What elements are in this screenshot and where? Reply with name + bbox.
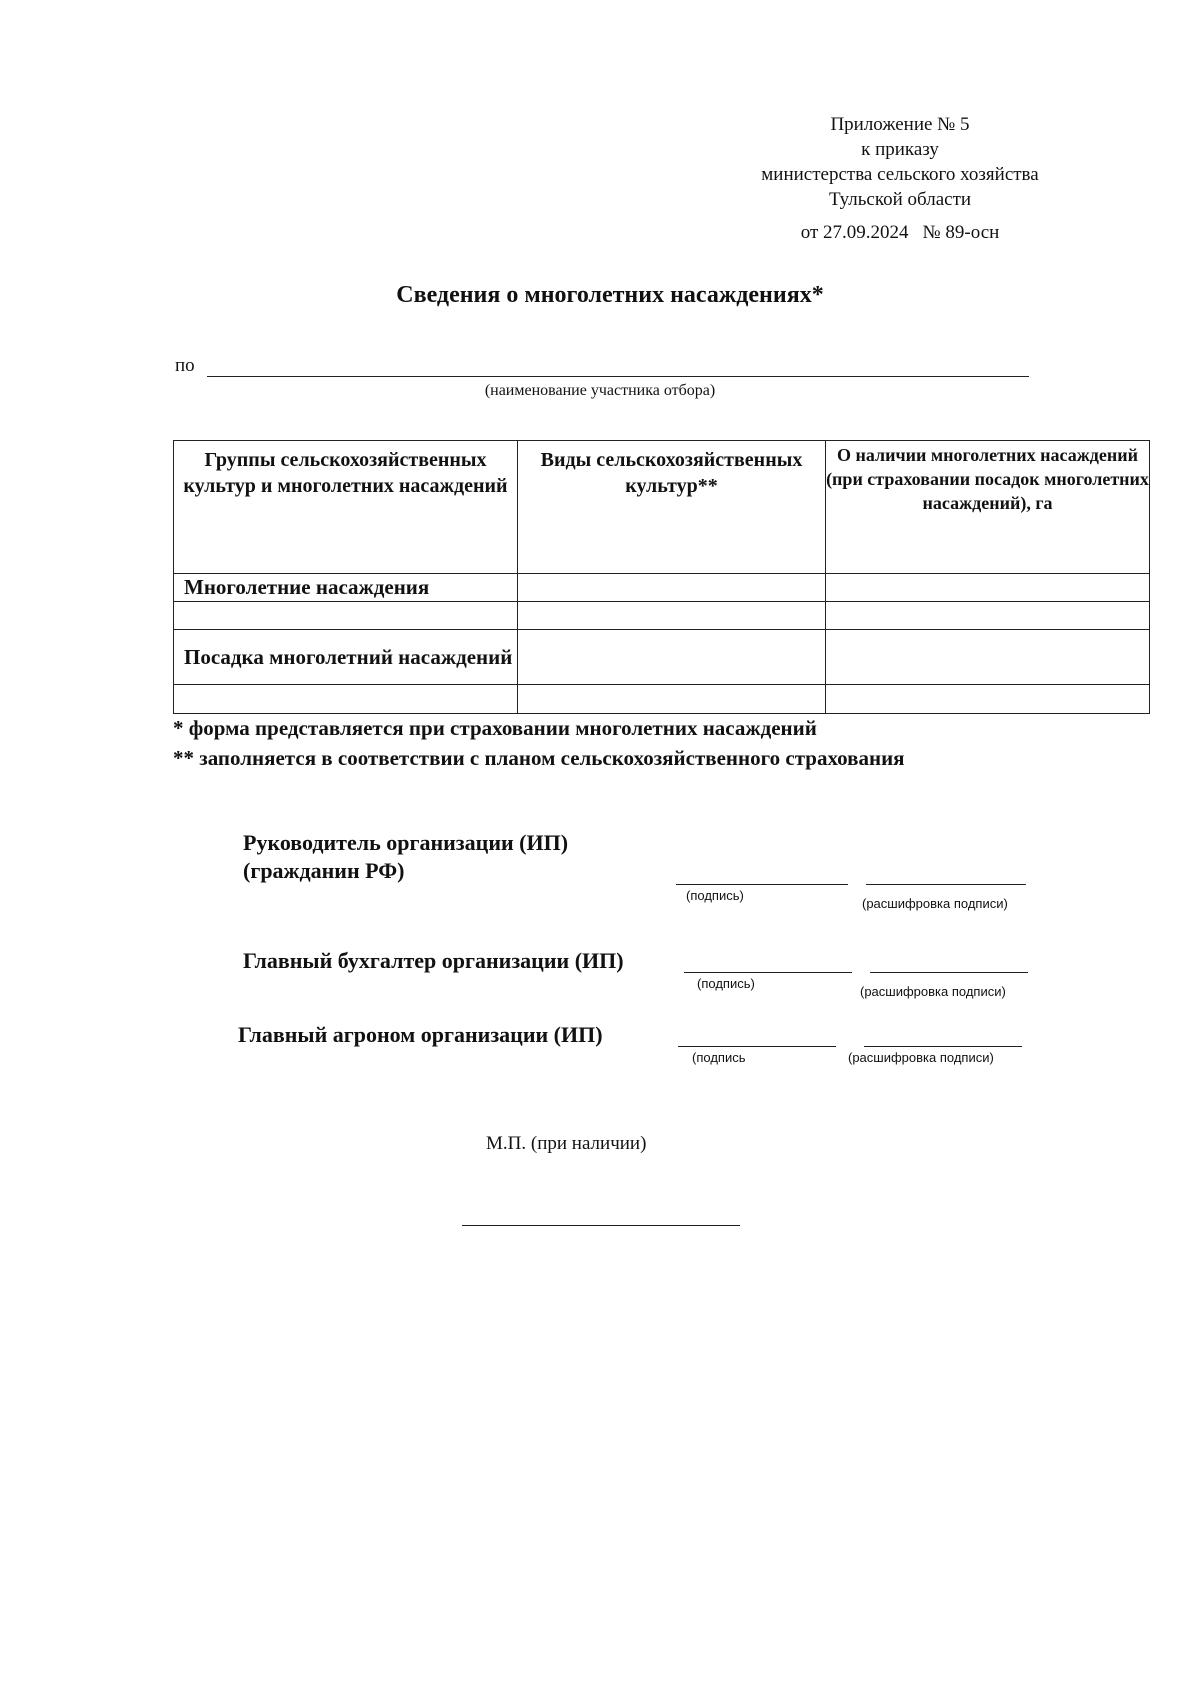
header-plantings-area: О наличии многолетних насаждений (при страховании посадок многолетних насаждений), га	[826, 441, 1150, 574]
appendix-order-ref: к приказу	[861, 139, 939, 160]
agronomist-decode-hint: (расшифровка подписи)	[848, 1050, 994, 1065]
appendix-number: Приложение № 5	[830, 114, 970, 135]
signature-accountant-title: Главный бухгалтер организации (ИП)	[243, 948, 624, 973]
table-cell[interactable]	[174, 602, 518, 630]
head-decode-hint: (расшифровка подписи)	[862, 896, 1008, 911]
table-cell: Многолетние насаждения	[174, 574, 518, 602]
footnote-2: ** заполняется в соответствии с планом сельскохозяйственного страхования	[173, 746, 905, 770]
order-date: от 27.09.2024	[800, 222, 909, 243]
head-signature-field[interactable]	[676, 884, 848, 885]
stamp-placeholder: М.П. (при наличии)	[486, 1133, 647, 1154]
signature-head-line1: Руководитель организации (ИП)	[243, 830, 569, 855]
plantings-table	[173, 440, 1150, 714]
table-cell[interactable]	[174, 685, 518, 714]
appendix-order-details	[720, 220, 1080, 245]
table-row	[174, 630, 1150, 685]
accountant-decode-field[interactable]	[870, 972, 1028, 973]
signature-agronomist-title: Главный агроном организации (ИП)	[238, 1022, 603, 1047]
table-cell[interactable]	[826, 574, 1150, 602]
header-crop-types: Виды сельскохозяйственных культур**	[518, 441, 826, 574]
table-row	[174, 574, 1150, 602]
table-cell[interactable]	[826, 685, 1150, 714]
agronomist-signature-hint: (подпись	[692, 1050, 746, 1065]
table-cell[interactable]	[518, 630, 826, 685]
appendix-region: Тульской области	[828, 189, 972, 210]
participant-name-hint: (наименование участника отбора)	[484, 382, 716, 399]
footnote-1: * форма представляется при страховании многолетних насаждений	[173, 716, 817, 740]
document-title: Сведения о многолетних насаждениях*	[396, 282, 824, 308]
table-header-row	[174, 441, 1150, 574]
table-cell[interactable]	[518, 574, 826, 602]
appendix-ministry: министерства сельского хозяйства	[761, 164, 1039, 185]
table-cell[interactable]	[826, 602, 1150, 630]
signature-head-title	[243, 829, 568, 885]
table-cell[interactable]	[518, 685, 826, 714]
table-cell: Посадка многолетний насаждений	[174, 630, 518, 685]
signature-head-line2: (гражданин РФ)	[243, 858, 405, 883]
head-decode-field[interactable]	[866, 884, 1026, 885]
table-row	[174, 685, 1150, 714]
participant-prefix: по	[175, 355, 195, 376]
accountant-decode-hint: (расшифровка подписи)	[860, 984, 1006, 999]
header-crop-groups: Группы сельскохозяйственных культур и многолетних насаждений	[174, 441, 518, 574]
accountant-signature-field[interactable]	[684, 972, 852, 973]
table-cell[interactable]	[826, 630, 1150, 685]
participant-name-field[interactable]	[207, 376, 1029, 377]
order-number: № 89-осн	[922, 222, 1000, 243]
table-cell[interactable]	[518, 602, 826, 630]
head-signature-hint: (подпись)	[686, 888, 744, 903]
bottom-divider	[462, 1225, 740, 1226]
agronomist-signature-field[interactable]	[678, 1046, 836, 1047]
accountant-signature-hint: (подпись)	[697, 976, 755, 991]
table-row	[174, 602, 1150, 630]
appendix-header	[720, 112, 1080, 245]
agronomist-decode-field[interactable]	[864, 1046, 1022, 1047]
